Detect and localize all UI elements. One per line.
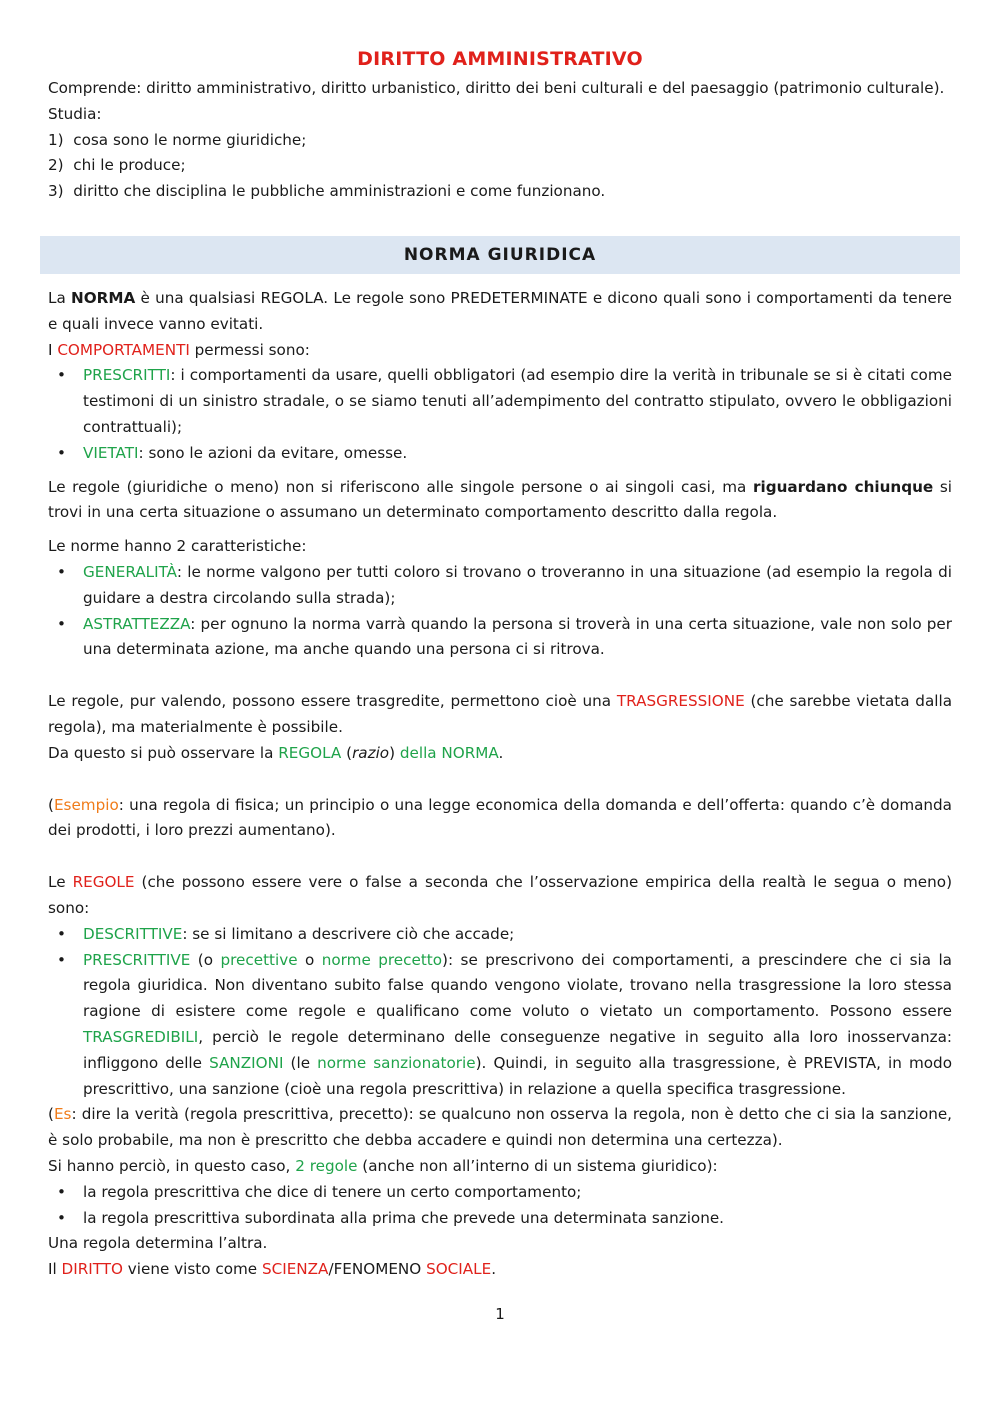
intro-comprende: Comprende: diritto amministrativo, diritto urbanistico, diritto dei beni culturali e del paesaggio (patrimonio culturale). — [48, 79, 945, 97]
intro-list-item: 2) chi le produce; — [48, 156, 186, 175]
intro-list-item: 3) diritto che disciplina le pubbliche amministrazioni e come funzionano. — [48, 182, 606, 201]
paragraph-razio: Da questo si può osservare la REGOLA (razio) della NORMA. — [48, 743, 504, 762]
paragraph-trasgressione: Le regole, pur valendo, possono essere trasgredite, permettono cioè una TRASGRESSIONE (che sarebbe vietata dalla regola), ma materialmente è possibile. — [48, 692, 952, 736]
list-item: • DESCRITTIVE: se si limitano a descrivere ciò che accade; — [57, 924, 515, 943]
list-item: • GENERALITÀ: le norme valgono per tutti coloro si trovano o troveranno in una situazione (ad esempio la regola di guidare a destra circolando sulla strada); — [57, 562, 952, 607]
section-body — [48, 286, 952, 1283]
paragraph-comportamenti: I COMPORTAMENTI permessi sono: — [48, 340, 310, 359]
list-item: • PRESCRITTIVE (o precettive o norme precetto): se prescrivono dei comportamenti, a prescindere che ci sia la regola giuridica. Non diventano subito false quando vengono violate, trovano nella trasgressione la loro stessa ragione di esistere come regole e qualificano come voluto o vietato un comportamento. Possono essere TRASGREDIBILI, perciò le regole determinano delle conseguenze negative in seguito alla loro inosservanza: infliggono delle SANZIONI (le norme sanzionatorie). Quindi, in seguito alla trasgressione, è PREVISTA, in modo prescrittivo, una sanzione (cioè una regola prescrittiva) in relazione a quella specifica trasgressione. — [57, 950, 952, 1098]
page-number: 1 — [495, 1305, 505, 1323]
paragraph-due-regole: Si hanno perciò, in questo caso, 2 regole (anche non all’interno di un sistema giuridico): — [48, 1156, 718, 1175]
list-caratteristiche — [48, 560, 952, 663]
list-item: • PRESCRITTI: i comportamenti da usare, quelli obbligatori (ad esempio dire la verità in tribunale se si è citati come testimoni di un sinistro stradale, o se siamo tenuti all’adempimento del contratto stipulato, ovvero le obbligazioni contrattuali); — [57, 366, 952, 436]
list-due-regole — [48, 1180, 952, 1232]
list-item: • la regola prescrittiva che dice di tenere un certo comportamento; — [57, 1182, 582, 1201]
list-item: • la regola prescrittiva subordinata alla prima che prevede una determinata sanzione. — [57, 1208, 725, 1227]
section-heading-bar — [40, 236, 960, 274]
list-item: • VIETATI: sono le azioni da evitare, omesse. — [57, 443, 408, 462]
list-tipi-regole — [48, 922, 952, 1103]
paragraph-es: (Es: dire la verità (regola prescrittiva, precetto): se qualcuno non osserva la regola, non è detto che ci sia la sanzione, è solo probabile, ma non è prescritto che debba accadere e quindi non determina una certezza). — [48, 1105, 952, 1150]
intro-studia: Studia: — [48, 104, 102, 123]
paragraph-esempio: (Esempio: una regola di fisica; un principio o una legge economica della domanda e dell’offerta: quando c’è domanda dei prodotti, i loro prezzi aumentano). — [48, 795, 952, 840]
document-page — [48, 48, 952, 205]
intro-list-item: 1) cosa sono le norme giuridiche; — [48, 130, 307, 149]
section-heading: NORMA GIURIDICA — [403, 245, 597, 265]
paragraph-diritto: Il DIRITTO viene visto come SCIENZA/FENOMENO SOCIALE. — [48, 1260, 497, 1279]
document-title: DIRITTO AMMINISTRATIVO — [357, 48, 643, 70]
paragraph-determina: Una regola determina l’altra. — [48, 1234, 268, 1253]
paragraph-caratteristiche: Le norme hanno 2 caratteristiche: — [48, 537, 307, 556]
list-comportamenti — [48, 363, 952, 466]
intro-list — [48, 128, 952, 205]
list-item: • ASTRATTEZZA: per ognuno la norma varrà quando la persona si troverà in una certa situazione, vale non solo per una determinata azione, ma anche quando una persona ci si ritrova. — [57, 614, 952, 659]
paragraph-regole: Le REGOLE (che possono essere vere o false a seconda che l’osservazione empirica della realtà le segua o meno) sono: — [48, 873, 952, 917]
paragraph-regole-chiunque: Le regole (giuridiche o meno) non si riferiscono alle singole persone o ai singoli casi, ma riguardano chiunque si trovi in una certa situazione o assumano un determinato comportamento descritto dalla regola. — [48, 477, 952, 522]
paragraph-norma: La NORMA è una qualsiasi REGOLA. Le regole sono PREDETERMINATE e dicono quali sono i comportamenti da tenere e quali invece vanno evitati. — [48, 289, 952, 333]
